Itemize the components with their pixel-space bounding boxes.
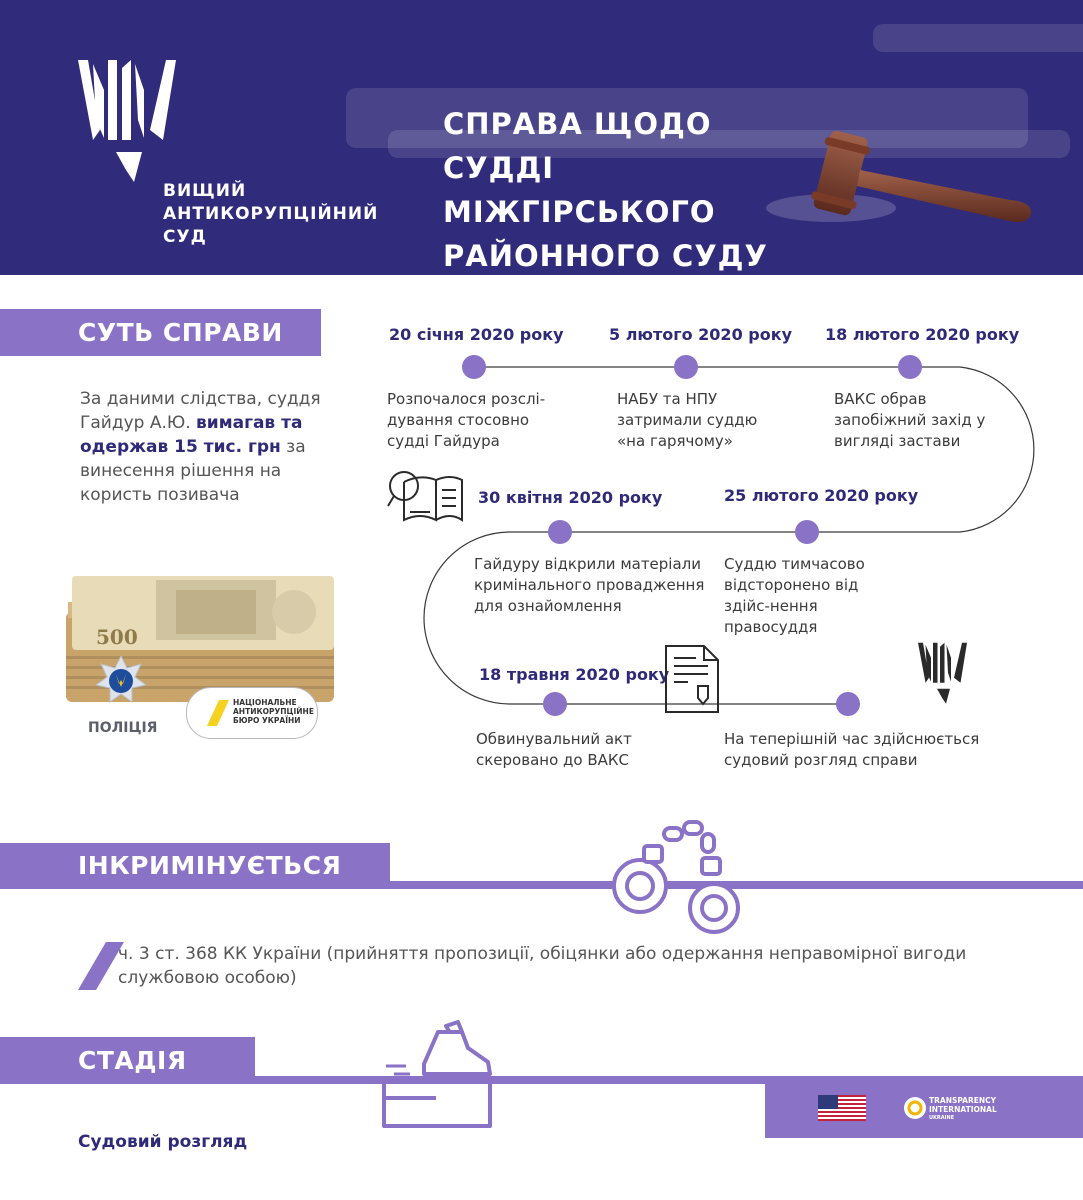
timeline-dot	[548, 520, 572, 544]
timeline-text: ВАКС обрав запобіжний захід у вигляді застави	[834, 390, 986, 450]
timeline-dot	[543, 692, 567, 716]
court-emblem-small-icon	[918, 640, 968, 708]
court-name-line: СУД	[163, 227, 207, 247]
timeline-dot	[898, 355, 922, 379]
stage-value: Судовий розгляд	[78, 1132, 248, 1152]
investigation-book-icon	[386, 468, 466, 528]
section-incriminated-label: ІНКРИМІНУЄТЬСЯ	[78, 851, 342, 880]
nabu-text-line: АНТИКОРУПЦІЙНЕ	[233, 707, 314, 716]
timeline-dot	[462, 355, 486, 379]
title-line: МІЖГІРСЬКОГО	[443, 195, 716, 229]
court-name-line: АНТИКОРУПЦІЙНИЙ	[163, 204, 379, 224]
timeline-text: Обвинувальний акт скеровано до ВАКС	[476, 730, 632, 769]
indictment-document-icon	[664, 644, 720, 714]
timeline-date: 30 квітня 2020 року	[478, 488, 663, 507]
timeline-date: 18 лютого 2020 року	[825, 325, 1020, 344]
section-incriminated	[0, 843, 390, 889]
handcuffs-icon	[606, 816, 746, 934]
timeline-date: 20 січня 2020 року	[389, 325, 564, 344]
section-essence-label: СУТЬ СПРАВИ	[78, 318, 283, 347]
ti-text-line: UKRAINE	[929, 1115, 955, 1121]
section-stage	[0, 1037, 255, 1084]
timeline-date: 25 лютого 2020 року	[724, 486, 919, 505]
title-line: РАЙОННОГО СУДУ	[443, 239, 768, 273]
summary-highlight: вимагав та одержав 15 тис. грн	[80, 413, 303, 457]
timeline-dot	[674, 355, 698, 379]
timeline-date: 5 лютого 2020 року	[609, 325, 792, 344]
timeline-text: Гайдуру відкрили матеріали кримінального провадження для ознайомлення	[474, 555, 705, 615]
timeline-text: Суддю тимчасово відсторонено від здійс-нення правосуддя	[724, 555, 865, 636]
transparency-international-icon	[903, 1096, 927, 1120]
timeline-dot	[795, 520, 819, 544]
section-stage-label: СТАДІЯ	[78, 1046, 187, 1075]
timeline-date: 18 травня 2020 року	[479, 665, 670, 684]
timeline-text: Розпочалося розслі-дування стосовно судді Гайдура	[387, 390, 546, 450]
summary-text: За даними слідства, суддя Гайдур А.Ю.	[80, 389, 321, 433]
timeline-text: На теперішній час здійснюється судовий розгляд справи	[724, 730, 980, 769]
timeline-dot	[836, 692, 860, 716]
footstep-icon	[380, 1018, 496, 1130]
ti-text-line: INTERNATIONAL	[929, 1105, 997, 1114]
nabu-text-line: НАЦІОНАЛЬНЕ	[233, 698, 297, 707]
ti-text	[929, 1096, 997, 1123]
title-line: СПРАВА ЩОДО СУДДІ	[443, 107, 712, 185]
police-label: ПОЛІЦІЯ	[88, 720, 158, 736]
ti-text-line: TRANSPARENCY	[929, 1096, 997, 1105]
banknote-denomination: 500	[96, 625, 138, 649]
timeline-text: НАБУ та НПУ затримали суддю «на гарячому»	[617, 390, 758, 450]
usa-flag-icon	[818, 1095, 866, 1121]
summary-text: за винесення рішення на користь позивача	[80, 437, 306, 505]
footer-partners	[765, 1078, 1083, 1138]
charge-text: ч. 3 ст. 368 КК України (прийняття пропозиції, обіцянки або одержання неправомірної вигоди службовою особою)	[118, 944, 967, 988]
nabu-text-line: БЮРО УКРАЇНИ	[233, 716, 301, 725]
court-name-line: ВИЩИЙ	[163, 181, 247, 201]
